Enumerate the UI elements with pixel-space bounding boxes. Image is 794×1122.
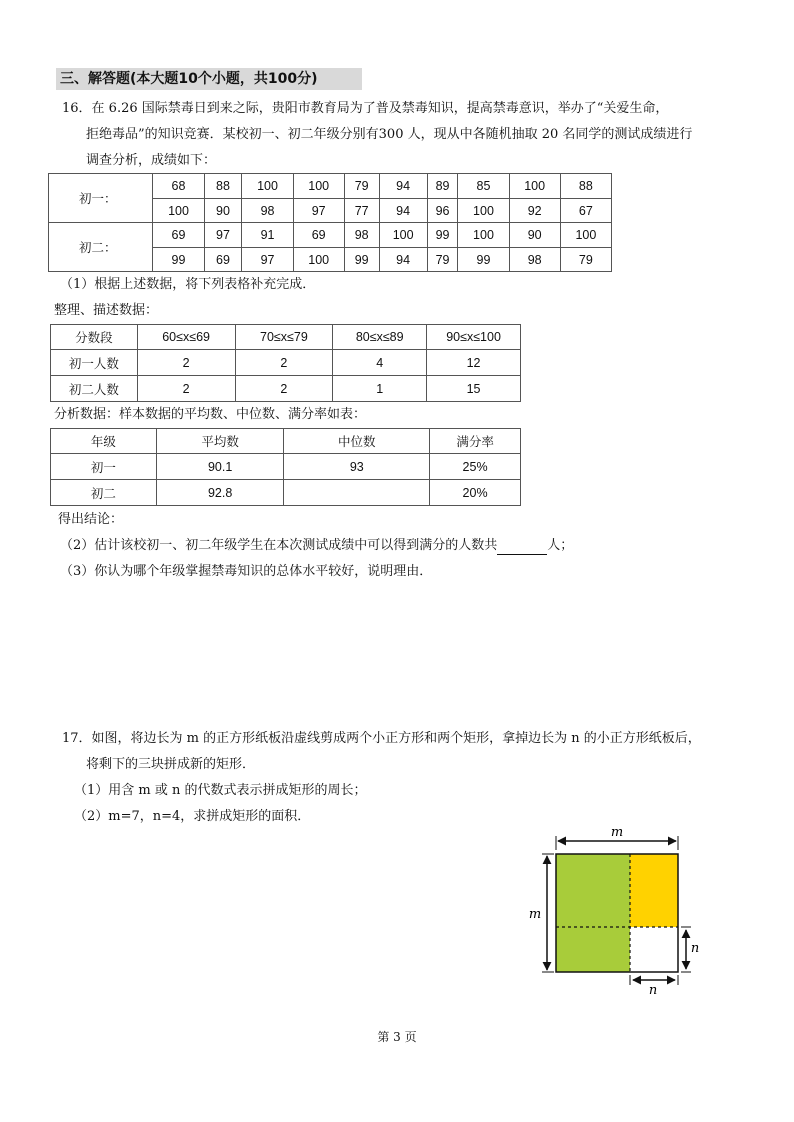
score-cell: 100 — [242, 174, 293, 199]
table-header: 年级 — [51, 429, 157, 454]
score-cell: 99 — [344, 248, 379, 272]
label-right-n: n — [690, 941, 700, 956]
part2-unit: 人； — [547, 538, 574, 553]
q17-text1: 如图，将边长为 m 的正方形纸板沿虚线剪成两个小正方形和两个矩形，拿掉边长为 n 的小正方形纸板后， — [91, 731, 701, 746]
table-cell: 4 — [333, 350, 427, 376]
q17-number: 17． — [62, 731, 92, 746]
table-cell: 2 — [235, 350, 333, 376]
table-cell: 15 — [427, 376, 521, 402]
stats-table — [50, 428, 521, 506]
score-cell: 69 — [293, 223, 344, 248]
part2-text: （2）估计该校初一、初二年级学生在本次测试成绩中可以得到满分的人数共 — [60, 538, 498, 553]
q17-part2: （2）m=7，n=4，求拼成矩形的面积． — [74, 809, 311, 824]
table-row — [51, 454, 521, 480]
table-cell: 2 — [137, 376, 235, 402]
frequency-table — [50, 324, 521, 402]
label-bottom-n: n — [648, 983, 658, 998]
scores-table — [48, 173, 612, 272]
score-cell: 94 — [379, 174, 427, 199]
table-cell: 93 — [284, 454, 430, 480]
table-cell: 2 — [235, 376, 333, 402]
label-left-m: m — [528, 907, 542, 922]
table-header: 平均数 — [156, 429, 284, 454]
score-cell: 85 — [458, 174, 509, 199]
score-cell: 100 — [153, 199, 204, 223]
table-cell: 12 — [427, 350, 521, 376]
square-figure — [525, 822, 705, 1000]
score-cell: 97 — [293, 199, 344, 223]
score-cell: 79 — [560, 248, 611, 272]
q16-line2: 拒绝毒品”的知识竞赛．某校初一、初二年级分别有300 人，现从中各随机抽取 20 名同学的测试成绩进行 — [86, 127, 693, 142]
q16-line1 — [62, 100, 668, 118]
table-row — [51, 480, 521, 506]
green-rectangle-piece — [556, 927, 630, 972]
green-square-piece — [556, 854, 630, 927]
table-row — [51, 325, 521, 350]
table-header: 70≤x≤79 — [235, 325, 333, 350]
table-cell: 初二 — [51, 480, 157, 506]
table-row — [49, 223, 612, 248]
q16-text1: 在 6.26 国际禁毒日到来之际，贵阳市教育局为了普及禁毒知识，提高禁毒意识，举办了“关爱生命， — [91, 101, 669, 116]
score-cell: 79 — [427, 248, 458, 272]
q16-part1: （1）根据上述数据，将下列表格补充完成． — [60, 277, 316, 292]
score-cell: 100 — [379, 223, 427, 248]
organize-label: 整理、描述数据： — [54, 303, 159, 318]
score-cell: 98 — [242, 199, 293, 223]
table-header: 90≤x≤100 — [427, 325, 521, 350]
score-cell: 90 — [204, 199, 242, 223]
table-cell: 初一人数 — [51, 350, 138, 376]
q16-part2 — [60, 537, 573, 555]
score-cell: 98 — [344, 223, 379, 248]
score-cell: 99 — [458, 248, 509, 272]
score-cell: 99 — [153, 248, 204, 272]
score-cell: 91 — [242, 223, 293, 248]
score-cell: 69 — [204, 248, 242, 272]
q17-line2: 将剩下的三块拼成新的矩形． — [86, 757, 256, 772]
score-cell: 92 — [509, 199, 560, 223]
analysis-label: 分析数据：样本数据的平均数、中位数、满分率如表： — [54, 407, 367, 422]
score-cell: 97 — [242, 248, 293, 272]
table-cell: 92.8 — [156, 480, 284, 506]
score-cell: 94 — [379, 199, 427, 223]
score-cell: 77 — [344, 199, 379, 223]
yellow-rectangle-piece — [630, 854, 678, 927]
q16-line3: 调查分析，成绩如下： — [86, 153, 217, 168]
table-cell: 2 — [137, 350, 235, 376]
table-cell: 25% — [430, 454, 521, 480]
score-cell: 96 — [427, 199, 458, 223]
grade2-label: 初二： — [49, 223, 153, 272]
table-cell: 90.1 — [156, 454, 284, 480]
table-row — [49, 174, 612, 199]
table-header: 满分率 — [430, 429, 521, 454]
score-cell: 67 — [560, 199, 611, 223]
score-cell: 99 — [427, 223, 458, 248]
table-row — [51, 350, 521, 376]
q17-part1: （1）用含 m 或 n 的代数式表示拼成矩形的周长； — [74, 783, 367, 798]
score-cell: 100 — [293, 248, 344, 272]
table-cell: 1 — [333, 376, 427, 402]
section-title: 三、解答题(本大题10个小题，共100分) — [56, 68, 362, 90]
table-cell: 20% — [430, 480, 521, 506]
q16-part3: （3）你认为哪个年级掌握禁毒知识的总体水平较好，说明理由． — [60, 564, 433, 579]
score-cell: 98 — [509, 248, 560, 272]
table-header: 中位数 — [284, 429, 430, 454]
score-cell: 88 — [560, 174, 611, 199]
score-cell: 69 — [153, 223, 204, 248]
label-top-m: m — [610, 825, 624, 840]
q17-line1 — [62, 730, 701, 748]
grade1-label: 初一： — [49, 174, 153, 223]
median-answer-cell[interactable] — [284, 480, 430, 506]
table-header: 80≤x≤89 — [333, 325, 427, 350]
table-row — [51, 429, 521, 454]
score-cell: 100 — [509, 174, 560, 199]
score-cell: 100 — [458, 199, 509, 223]
table-header: 60≤x≤69 — [137, 325, 235, 350]
table-cell: 初二人数 — [51, 376, 138, 402]
answer-blank[interactable] — [497, 540, 547, 555]
score-cell: 100 — [458, 223, 509, 248]
score-cell: 90 — [509, 223, 560, 248]
score-cell: 97 — [204, 223, 242, 248]
page-footer: 第 3 页 — [377, 1030, 417, 1044]
table-header: 分数段 — [51, 325, 138, 350]
removed-small-square — [630, 927, 678, 972]
score-cell: 79 — [344, 174, 379, 199]
score-cell: 94 — [379, 248, 427, 272]
table-cell: 初一 — [51, 454, 157, 480]
score-cell: 88 — [204, 174, 242, 199]
score-cell: 100 — [560, 223, 611, 248]
score-cell: 89 — [427, 174, 458, 199]
score-cell: 100 — [293, 174, 344, 199]
table-row — [51, 376, 521, 402]
q16-number: 16． — [62, 101, 92, 116]
score-cell: 68 — [153, 174, 204, 199]
conclusion-label: 得出结论： — [58, 512, 124, 527]
